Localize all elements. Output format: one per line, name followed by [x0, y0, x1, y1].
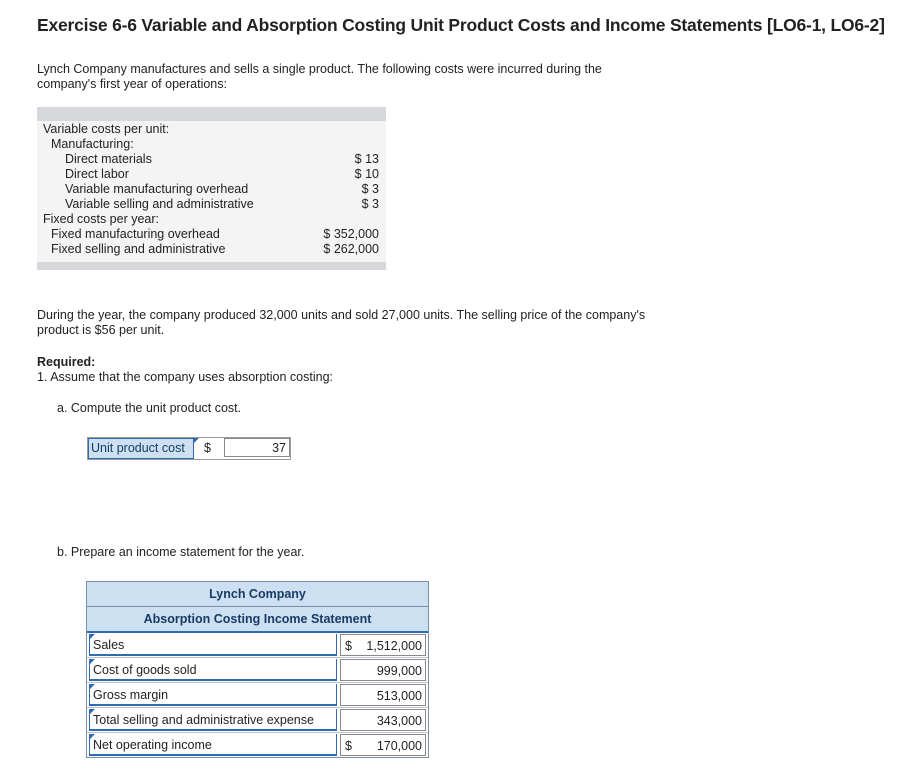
page-title: Exercise 6-6 Variable and Absorption Costing Unit Product Costs and Income Statements [LO6-1, LO6-2]: [37, 15, 885, 35]
net-income-label-field[interactable]: Net operating income: [89, 734, 337, 756]
unit-product-cost-currency: $: [194, 438, 224, 459]
cost-table-footer-bar: [37, 262, 386, 270]
direct-labor-value: $ 10: [354, 167, 379, 181]
table-row: [87, 683, 428, 708]
var-mfg-overhead-label: Variable manufacturing overhead: [65, 182, 249, 196]
unit-product-cost-label: Unit product cost: [88, 438, 194, 459]
flag-icon: [90, 684, 95, 689]
unit-product-cost-input[interactable]: [224, 438, 290, 457]
flag-icon: [90, 659, 95, 664]
fixed-costs-heading: Fixed costs per year:: [43, 212, 160, 226]
table-row: [87, 658, 428, 683]
requirement-1: 1. Assume that the company uses absorption costing:: [37, 370, 334, 384]
manufacturing-heading: Manufacturing:: [51, 137, 134, 151]
income-statement-header: [87, 582, 428, 633]
fixed-sell-admin-label: Fixed selling and administrative: [51, 242, 226, 256]
flag-icon: [90, 634, 95, 639]
selling-admin-value-field[interactable]: 343,000: [340, 709, 426, 731]
flag-icon: [90, 709, 95, 714]
part-a-instruction: a. Compute the unit product cost.: [57, 401, 242, 415]
sales-value-field[interactable]: $ 1,512,000: [340, 634, 426, 656]
fixed-sell-admin-value: $ 262,000: [323, 242, 379, 256]
selling-admin-label-field[interactable]: Total selling and administrative expense: [89, 709, 337, 731]
direct-materials-value: $ 13: [354, 152, 379, 166]
flag-icon: [194, 438, 199, 443]
table-row: [87, 708, 428, 733]
fixed-mfg-overhead-label: Fixed manufacturing overhead: [51, 227, 220, 241]
var-sell-admin-value: $ 3: [361, 197, 379, 211]
fixed-mfg-overhead-value: $ 352,000: [323, 227, 379, 241]
flag-icon: [90, 734, 95, 739]
statement-title: Absorption Costing Income Statement: [87, 607, 428, 633]
table-row: [87, 633, 428, 658]
required-heading: Required:: [37, 355, 96, 369]
production-sales-text: During the year, the company produced 32,000 units and sold 27,000 units. The selling price of the company's product is $56 per unit.: [37, 308, 646, 337]
table-row: [87, 733, 428, 757]
cogs-value-field[interactable]: 999,000: [340, 659, 426, 681]
income-statement-table: [86, 581, 429, 758]
var-mfg-overhead-value: $ 3: [361, 182, 379, 196]
company-name: Lynch Company: [87, 582, 428, 607]
var-sell-admin-label: Variable selling and administrative: [65, 197, 254, 211]
sales-label-field[interactable]: Sales: [89, 634, 337, 656]
unit-product-cost-table: [87, 437, 291, 460]
direct-materials-label: Direct materials: [65, 152, 152, 166]
part-b-instruction: b. Prepare an income statement for the year.: [57, 545, 305, 559]
cogs-label-field[interactable]: Cost of goods sold: [89, 659, 337, 681]
cost-table-header-bar: [37, 107, 386, 121]
intro-text: Lynch Company manufactures and sells a single product. The following costs were incurred during the company's first year of operations:: [37, 62, 602, 91]
direct-labor-label: Direct labor: [65, 167, 129, 181]
variable-costs-heading: Variable costs per unit:: [43, 122, 170, 136]
net-income-value-field[interactable]: $ 170,000: [340, 734, 426, 756]
gross-margin-label-field[interactable]: Gross margin: [89, 684, 337, 706]
gross-margin-value-field[interactable]: 513,000: [340, 684, 426, 706]
